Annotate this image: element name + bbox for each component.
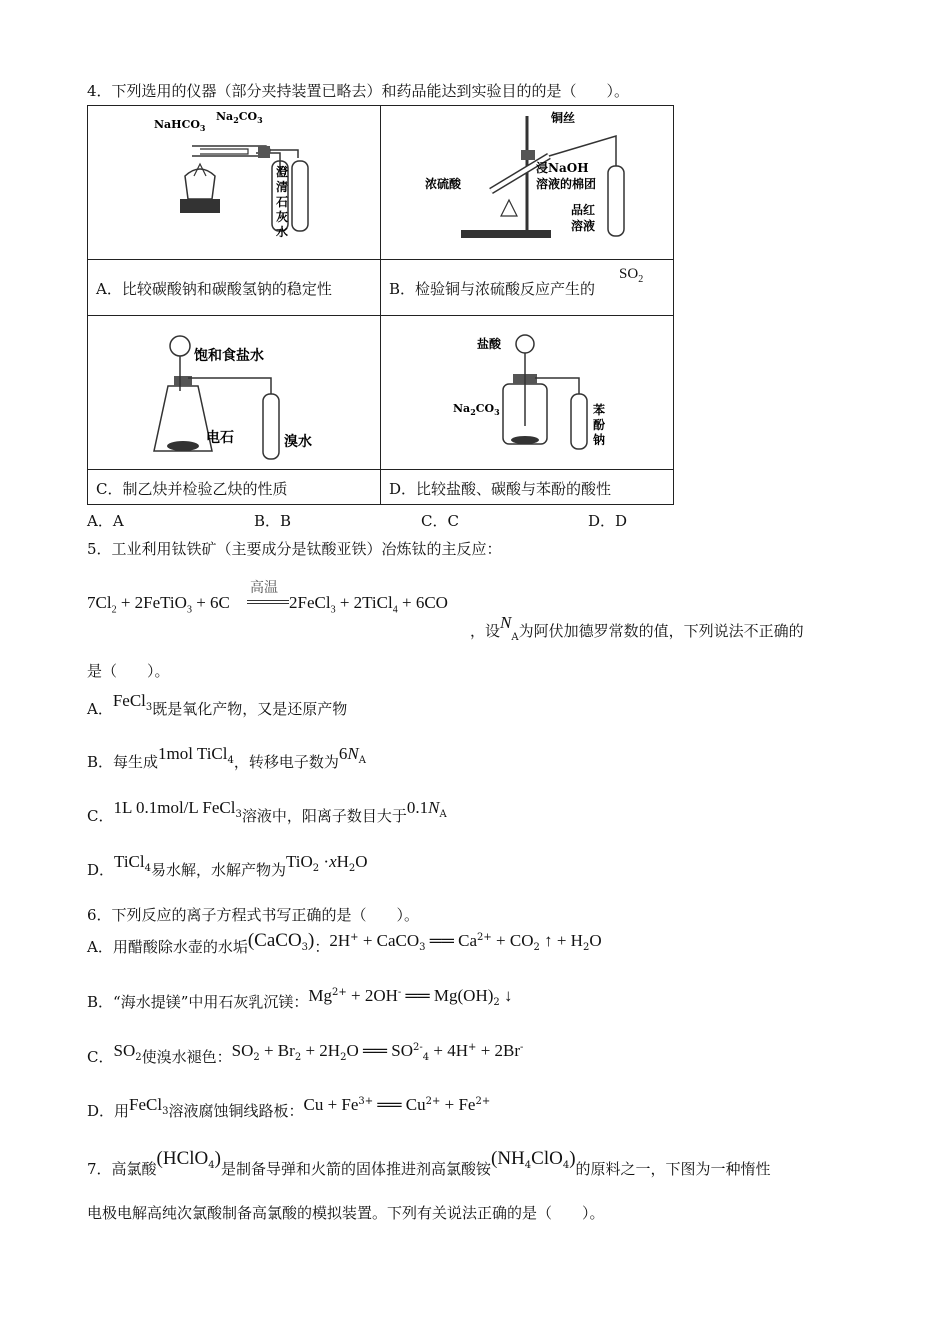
- q4-option-b[interactable]: B．B: [254, 512, 292, 530]
- q5-line3: 是（ ）。: [87, 662, 170, 680]
- label-copper-wire: 铜丝: [551, 111, 576, 125]
- q5-eq-left: $7Cl_2$ + 2FeTiO$_3$ + 6C: [87, 593, 230, 616]
- label-limewater-5: 水: [276, 225, 289, 239]
- q6-option-d[interactable]: D．用FeCl$_3$溶液腐蚀铜线路板：$Cu + Fe^{3+}$ ══ $Cu^{2+} + Fe^{2+}$: [87, 1095, 491, 1120]
- cell-a-caption: [87, 259, 381, 316]
- q6-stem: 6．下列反应的离子方程式书写正确的是（ ）。: [87, 906, 420, 924]
- q5-option-c[interactable]: C．1L 0.1mol/L FeCl$_3$溶液中，阳离子数目大于$0.1N_A$: [87, 798, 447, 825]
- label-phenolate-3: 钠: [593, 433, 606, 447]
- label-limewater-2: 清: [276, 180, 289, 194]
- q5-equation: [87, 575, 477, 615]
- q7-line1: 7．高氯酸(HClO$_4$)是制备导弹和火箭的固体推进剂高氯酸铵$(NH_4ClO_4)$的原料之一，下图为一种惰性: [87, 1148, 771, 1178]
- q4-stem: 4．下列选用的仪器（部分夹持装置已略去）和药品能达到实验目的的是（ ）。: [87, 82, 630, 100]
- q5-option-b[interactable]: B．每生成1mol TiCl$_4$，转移电子数为$6N_A$: [87, 744, 366, 771]
- q5-condition: 高温: [250, 580, 278, 596]
- q6-option-a[interactable]: A．用醋酸除水壶的水垢(CaCO$_3$)：2H+ + CaCO$_3$ ══ $Ca^{2+} + CO_2$ ↑ + $H_2O$: [87, 930, 602, 956]
- q4-apparatus-table: [87, 105, 674, 505]
- cell-b-figure: [380, 105, 674, 260]
- label-limewater-3: 石: [276, 195, 289, 209]
- caption-c: C．制乙炔并检验乙炔的性质: [96, 480, 288, 498]
- apparatus-d-diagram: [381, 316, 673, 469]
- cell-c-caption: [87, 469, 381, 505]
- apparatus-c-diagram: [88, 316, 380, 469]
- apparatus-b-diagram: [381, 106, 673, 259]
- label-cotton: 溶液的棉团: [536, 177, 597, 191]
- caption-d: D．比较盐酸、碳酸与苯酚的酸性: [389, 480, 612, 498]
- label-naoh-soaked: 浸NaOH: [536, 161, 589, 175]
- q5-option-d[interactable]: D．TiCl$_4$易水解，水解产物为$TiO_2 \cdot xH_2O$: [87, 852, 368, 879]
- q4-option-c[interactable]: C．C: [421, 512, 459, 530]
- label-calcium-carbide: 电石: [206, 430, 234, 446]
- label-hcl: 盐酸: [477, 337, 502, 351]
- q4-option-a[interactable]: A．A: [87, 512, 124, 530]
- label-conc-sulfuric: 浓硫酸: [425, 177, 462, 191]
- cell-d-caption: [380, 469, 674, 505]
- q5-option-a[interactable]: A．FeCl$_3$既是氧化产物，又是还原产物: [87, 691, 348, 718]
- apparatus-a-diagram: [88, 106, 380, 259]
- q5-stem: 5．工业利用钛铁矿（主要成分是钛酸亚铁）冶炼钛的主反应：: [87, 540, 502, 558]
- label-brine: 饱和食盐水: [194, 348, 264, 364]
- caption-b: B．检验铜与浓硫酸反应产生的: [389, 280, 596, 298]
- label-limewater-4: 灰: [276, 210, 289, 224]
- q4-option-d[interactable]: D．D: [588, 512, 628, 530]
- q5-eq-right: 2FeCl$_3$ + 2TiCl$_4$ + 6CO: [289, 593, 448, 616]
- label-na2co3-a: $Na_2CO_3$: [216, 110, 263, 125]
- cell-d-figure: [380, 315, 674, 470]
- q7-line2: 电极电解高纯次氯酸制备高氯酸的模拟装置。下列有关说法正确的是（ ）。: [87, 1204, 605, 1222]
- label-phenolate-1: 苯: [593, 403, 606, 417]
- label-magenta-1: 品红: [571, 203, 596, 217]
- label-nahco3: NaHCO$_3$: [154, 118, 206, 133]
- caption-b-so2: $SO_2$: [619, 266, 644, 285]
- cell-b-caption: [380, 259, 674, 316]
- q6-option-b[interactable]: B．“海水提镁”中用石灰乳沉镁：$Mg^{2+} + 2OH^-$ ══ $Mg(OH)_2$ ↓: [87, 986, 513, 1011]
- q5-eq-sign: [247, 600, 289, 604]
- q5-tail: ，设$N_A$为阿伏加德罗常数的值，下列说法不正确的: [470, 613, 804, 643]
- q6-option-c[interactable]: C．$SO_2$使溴水褪色：$SO_2 + Br_2 + 2H_2O$ ══ $SO^{2-}_4 + 4H^+ + 2Br^-$: [87, 1041, 524, 1066]
- label-na2co3-d: $Na_2CO_3$: [453, 402, 500, 417]
- label-magenta-2: 溶液: [571, 219, 596, 233]
- label-phenolate-2: 酚: [593, 418, 606, 432]
- cell-a-figure: [87, 105, 381, 260]
- cell-c-figure: [87, 315, 381, 470]
- label-limewater-1: 澄: [276, 165, 289, 179]
- label-bromine-water: 溴水: [284, 434, 312, 450]
- caption-a: A．比较碳酸钠和碳酸氢钠的稳定性: [96, 280, 332, 298]
